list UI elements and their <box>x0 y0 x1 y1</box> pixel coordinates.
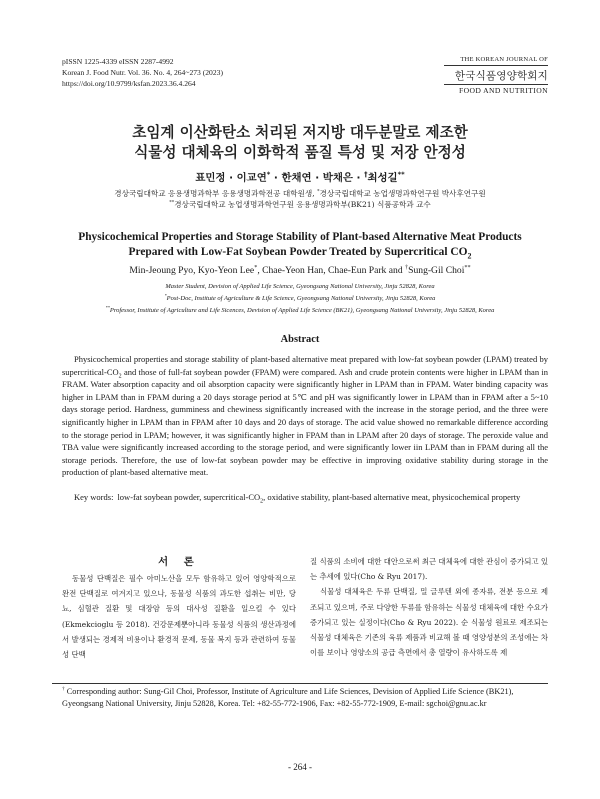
affiliation-mark: * <box>254 263 258 271</box>
author-separator: · <box>225 172 237 184</box>
abstract-heading: Abstract <box>280 334 320 345</box>
footnote-divider <box>52 683 548 684</box>
paragraph: 식물성 대체육은 두류 단백질, 밀 글루텐 외에 종자류, 전분 등으로 제조되고 있으며, 주로 다양한 두류를 함유하는 식물성 대체육에 대한 수요가 증가되고 있는 실정이다(Cho & Ryu 2022). 순 식물성 원료로 제조되는 식물성 대체육은 기존의 육류 제품과 비교해 볼 때 영양성분의 조성에는 차이를 보이나 영양소의 공급 측면에서 총 열량이 유사하도록 제 <box>310 587 548 658</box>
english-title-line-2 <box>20 245 580 260</box>
korean-title-line-1: 초임계 이산화탄소 처리된 저지방 대두분말로 제조한 <box>132 124 468 141</box>
affiliation-text: 경상국립대학교 농업생명과학연구원 박사후연구원 <box>319 189 486 198</box>
subscript: 2 <box>260 498 264 505</box>
affiliation-mark: * <box>266 170 271 179</box>
journal-name-top: THE KOREAN JOURNAL OF <box>444 56 548 66</box>
right-column <box>310 554 548 660</box>
affiliation-mark: ** <box>397 170 405 179</box>
keywords-list <box>117 491 520 504</box>
author-separator: · <box>270 172 282 184</box>
citation-line: Korean J. Food Nutr. Vol. 36. No. 4, 264~273 (2023) <box>62 68 223 77</box>
author-name: 한채연 <box>281 172 312 184</box>
english-title <box>20 230 580 260</box>
paragraph: 동물성 단백질은 필수 아미노산을 모두 함유하고 있어 영양학적으로 완전 단백질로 여겨지고 있으나, 동물성 식품의 과도한 섭취는 비만, 당뇨, 심혈관 질환 및 대장암 등의 대사성 질환을 일으킬 수 있다(Ekmekcioglu 등 2018). 건강문제뿐아니라 동물성 식품의 생산과정에서 발생되는 경제적 비용이나 환경적 문제, 동물 복지 등과 관련하여 동물성 단백 <box>62 574 296 660</box>
corresponding-mark: † <box>364 170 368 179</box>
corresponding-mark: † <box>62 686 65 693</box>
korean-affiliations <box>40 188 560 210</box>
keywords-label: Key words: <box>74 492 114 502</box>
english-title-text: Prepared with Low-Fat Soybean Powder Treated by Supercritical CO <box>128 246 468 258</box>
author-name: 최성길 <box>367 172 398 184</box>
affiliation-mark: ** <box>464 263 471 271</box>
keywords-text: , oxidative stability, plant-based alternative meat, physicochemical property <box>263 492 521 502</box>
keywords <box>62 491 548 504</box>
author-name: 이교연 <box>236 172 267 184</box>
english-affiliation-line-2 <box>20 293 580 305</box>
author-separator: · <box>352 172 365 184</box>
english-title-line-1: Physicochemical Properties and Storage Stability of Plant-based Alternative Meat Products <box>78 231 522 243</box>
author-name: 박채은 <box>322 172 353 184</box>
footnote-text: Corresponding author: Sung-Gil Choi, Professor, Institute of Agriculture and Life Sciences, Devision of Applied Life Science (BK21), Gyeongsang National University, Jinju 52828, Korea. Tel: +82-55-772-1906, Fax: +82-55-772-1909, E-mail: sgchoi@gnu.ac.kr <box>62 687 514 708</box>
english-affiliation-line-3 <box>20 305 580 317</box>
korean-affiliation-line-1 <box>40 188 560 199</box>
author-name: 표민정 <box>195 172 226 184</box>
doi-link[interactable]: https://doi.org/10.9799/ksfan.2023.36.4.264 <box>62 79 196 88</box>
subscript: 2 <box>467 251 472 261</box>
corresponding-author-footnote <box>62 686 548 710</box>
english-authors <box>0 265 600 276</box>
journal-logo <box>444 56 548 95</box>
abstract-text: and those of full-fat soybean powder (FPAM) were compared. Ash and crude protein contents were higher in LPAM than in FRAM. Water absorption capacity and oil absorption capacity were significantly higher in LPAM than in FPAM. Water binding capacity was higher in LPAM than in FPAM during a 20 days storage period at 5℃ and pH was significantly lower in LPAM than in FPAM after a 5~10 days storage period. Hardness, gumminess and chewiness significantly increased with the increase in the storage period, and the three were significantly higher in LPAM than in FPAM after 10 days and 20 days of storage. The acid value showed no remarkable difference according to the storage period in LPAM; however, it was significantly higher in FPAM than in LPAM after 20 days of storage. The peroxide value and TBA value were significantly increased according to the storage period, and were significantly lower iin LPAM than in FPAM during all the storage periods. Therefore, the use of low-fat soybean powder may be effective in improving oxidative stability during storage in the production of plant-based alternative meat. <box>62 366 548 478</box>
english-affiliation-line-1: Master Student, Devision of Applied Life Science, Gyeongsang National University, Jinju 52828, Korea <box>165 283 435 290</box>
paragraph: 질 식품의 소비에 대한 대안으로써 최근 대체육에 대한 관심이 증가되고 있는 추세에 있다(Cho & Ryu 2017). <box>310 557 548 582</box>
korean-authors <box>0 169 600 184</box>
korean-title-line-2: 식물성 대체육의 이화학적 품질 특성 및 저장 안정성 <box>134 144 466 161</box>
affiliation-mark: ** <box>169 199 175 206</box>
issn-line: pISSN 1225-4339 eISSN 2287-4992 <box>62 57 174 66</box>
subscript: 2 <box>118 373 122 380</box>
abstract-text: Physicochemical properties and storage stability of plant-based alternative meat prepared with low-fat soybean powder (LPAM) treated by supercritical-CO <box>62 354 548 377</box>
author-separator: · <box>311 172 323 184</box>
affiliation-mark: * <box>164 292 167 298</box>
affiliation-text: 경상국립대학교 농업생명과학연구원 응용생명과학부(BK21) 식품공학과 교수 <box>174 200 431 209</box>
journal-name-bottom: FOOD AND NUTRITION <box>444 84 548 95</box>
page-number: - 264 - <box>288 762 312 772</box>
english-affiliations <box>20 281 580 317</box>
affiliation-text: 경상국립대학교 응용생명과학부 응용생명과학전공 대학원생, <box>114 189 318 198</box>
affiliation-text: Professor, Institute of Agriculture and Life Sicences, Devision of Applied Life Science (BK21), Gyeongsang National University, Jinju 52828, Korea <box>109 307 495 314</box>
keywords-text: low-fat soybean powder, supercritical-CO <box>117 492 261 502</box>
affiliation-mark: * <box>317 188 320 195</box>
author-names: , Chae-Yeon Han, Chae-Eun Park and <box>257 265 406 276</box>
corresponding-mark: † <box>405 263 409 271</box>
korean-affiliation-line-2 <box>40 199 560 210</box>
author-name: Sung-Gil Choi <box>408 265 465 276</box>
affiliation-text: Post-Doc, Institute of Agriculture & Life Science, Gyeongsang National University, Jinju 52828, Korea <box>166 295 436 302</box>
left-column <box>62 571 296 662</box>
publication-metadata <box>62 56 223 89</box>
author-names: Min-Jeoung Pyo, Kyo-Yeon Lee <box>129 265 255 276</box>
korean-title <box>0 123 600 163</box>
journal-name-korean: 한국식품영양학회지 <box>454 70 548 82</box>
introduction-heading: 서 론 <box>158 556 200 568</box>
affiliation-mark: ** <box>105 304 110 310</box>
abstract-body <box>62 353 548 479</box>
